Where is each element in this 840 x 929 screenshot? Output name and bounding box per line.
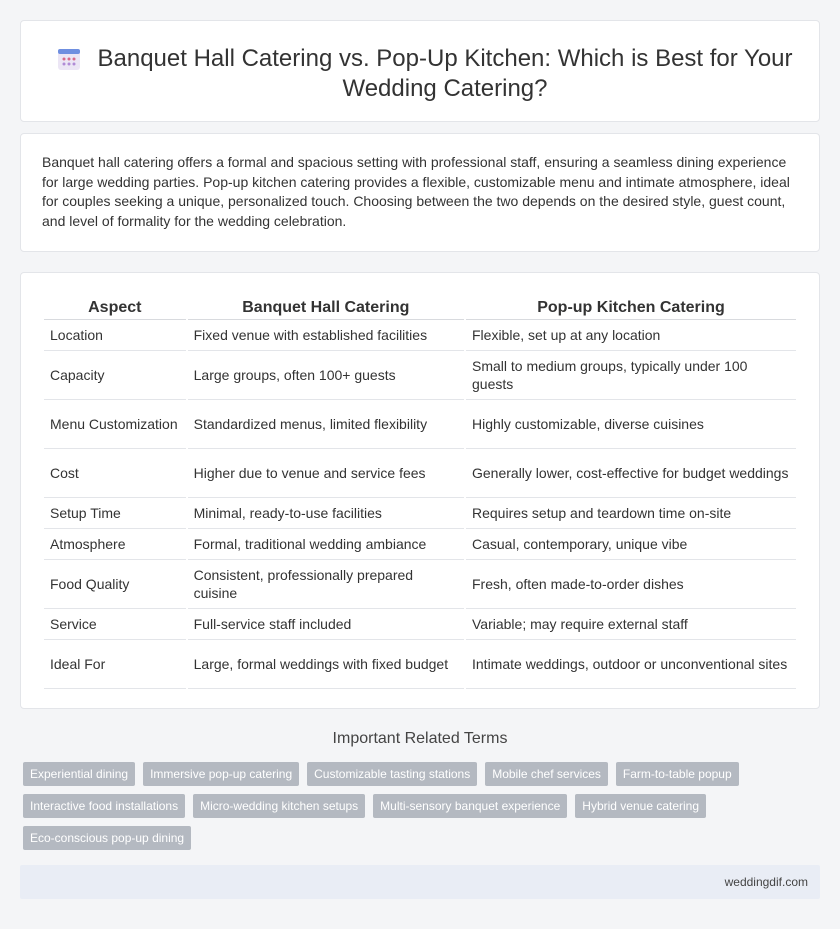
aspect-cell: Capacity [44, 351, 186, 400]
related-term-tag[interactable]: Mobile chef services [485, 762, 608, 786]
table-row [44, 529, 796, 560]
banquet-cell: Formal, traditional wedding ambiance [188, 529, 464, 560]
column-header-popup: Pop-up Kitchen Catering [466, 297, 796, 320]
related-term-tag[interactable]: Micro-wedding kitchen setups [193, 794, 365, 818]
aspect-cell: Ideal For [44, 640, 186, 689]
comparison-card [20, 272, 820, 709]
related-term-tag[interactable]: Farm-to-table popup [616, 762, 739, 786]
column-header-banquet: Banquet Hall Catering [188, 297, 464, 320]
footer-bar [20, 865, 820, 899]
aspect-cell: Menu Customization [44, 400, 186, 449]
aspect-cell: Location [44, 320, 186, 351]
popup-cell: Intimate weddings, outdoor or unconventional sites [466, 640, 796, 689]
related-term-tag[interactable]: Multi-sensory banquet experience [373, 794, 567, 818]
aspect-cell: Food Quality [44, 560, 186, 609]
title-card [20, 20, 820, 122]
popup-cell: Generally lower, cost-effective for budget weddings [466, 449, 796, 498]
column-header-aspect: Aspect [44, 297, 186, 320]
intro-card [20, 133, 820, 252]
table-header-row [44, 297, 796, 320]
table-row [44, 449, 796, 498]
banquet-cell: Minimal, ready-to-use facilities [188, 498, 464, 529]
table-row [44, 609, 796, 640]
banquet-cell: Large groups, often 100+ guests [188, 351, 464, 400]
popup-cell: Small to medium groups, typically under 100 guests [466, 351, 796, 400]
calendar-grid-icon [57, 47, 81, 71]
related-term-tag[interactable]: Eco-conscious pop-up dining [23, 826, 191, 850]
related-terms-title: Important Related Terms [332, 730, 508, 747]
aspect-cell: Service [44, 609, 186, 640]
table-row [44, 400, 796, 449]
banquet-cell: Higher due to venue and service fees [188, 449, 464, 498]
popup-cell: Fresh, often made-to-order dishes [466, 560, 796, 609]
popup-cell: Casual, contemporary, unique vibe [466, 529, 796, 560]
aspect-cell: Setup Time [44, 498, 186, 529]
popup-cell: Highly customizable, diverse cuisines [466, 400, 796, 449]
related-term-tag[interactable]: Customizable tasting stations [307, 762, 477, 786]
popup-cell: Requires setup and teardown time on-site [466, 498, 796, 529]
related-term-tag[interactable]: Hybrid venue catering [575, 794, 706, 818]
related-term-tag[interactable]: Immersive pop-up catering [143, 762, 299, 786]
banquet-cell: Large, formal weddings with fixed budget [188, 640, 464, 689]
popup-cell: Flexible, set up at any location [466, 320, 796, 351]
related-terms-tags [23, 762, 783, 850]
table-row [44, 640, 796, 689]
comparison-table [42, 297, 798, 689]
table-row [44, 560, 796, 609]
banquet-cell: Fixed venue with established facilities [188, 320, 464, 351]
related-term-tag[interactable]: Experiential dining [23, 762, 135, 786]
popup-cell: Variable; may require external staff [466, 609, 796, 640]
footer-site-link[interactable]: weddingdif.com [724, 875, 808, 889]
page-title: Banquet Hall Catering vs. Pop-Up Kitchen: Which is Best for Your Wedding Catering? [97, 45, 793, 102]
banquet-cell: Consistent, professionally prepared cuisine [188, 560, 464, 609]
banquet-cell: Full-service staff included [188, 609, 464, 640]
aspect-cell: Atmosphere [44, 529, 186, 560]
aspect-cell: Cost [44, 449, 186, 498]
table-row [44, 320, 796, 351]
table-row [44, 351, 796, 400]
related-term-tag[interactable]: Interactive food installations [23, 794, 185, 818]
table-row [44, 498, 796, 529]
banquet-cell: Standardized menus, limited flexibility [188, 400, 464, 449]
intro-paragraph: Banquet hall catering offers a formal and spacious setting with professional staff, ensuring a seamless dining experience for large wedding parties. Pop-up kitchen catering provides a flexible, customizable menu and intimate atmosphere, ideal for couples seeking a unique, personalized touch. Choosing between the two depends on the desired style, guest count, and level of formality for the wedding celebration. [42, 154, 790, 229]
